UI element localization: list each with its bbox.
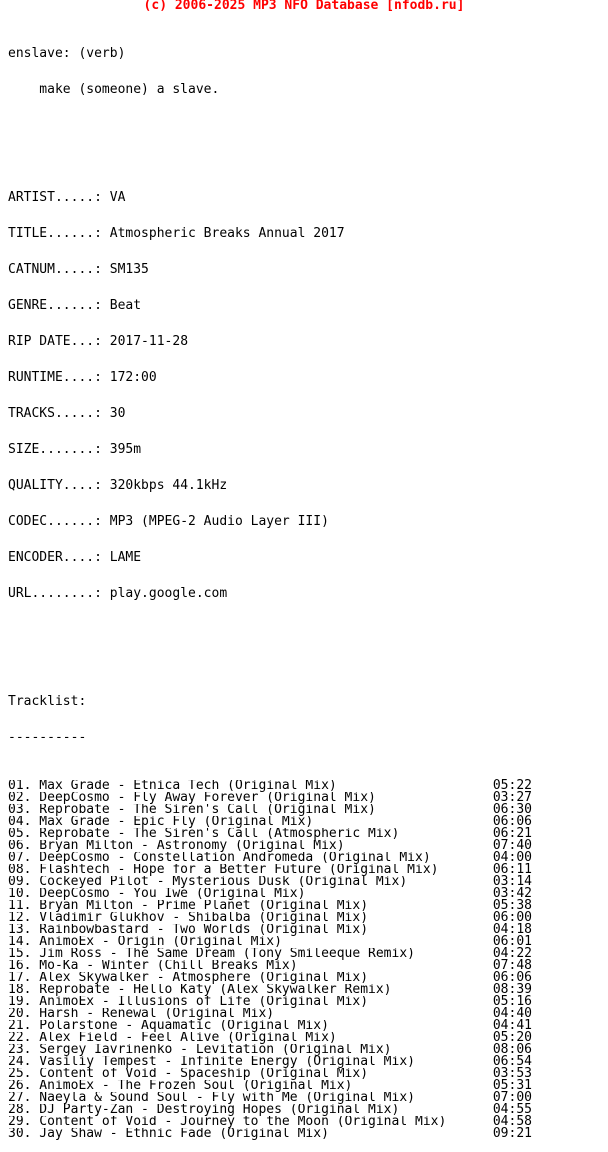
track-row: [8, 780, 532, 792]
track-duration: 07:40: [492, 838, 532, 853]
field-size: [8, 444, 608, 456]
track-row: [8, 948, 532, 960]
field-rip-date: [8, 336, 608, 348]
track-title: 03. Reprobate - The Siren's Call (Original Mix): [8, 804, 376, 816]
field-value: 172:00: [109, 370, 157, 385]
field-label: CODEC......:: [8, 514, 110, 529]
track-title: 27. Naeyla & Sound Soul - Fly with Me (Original Mix): [8, 1092, 415, 1104]
field-quality: [8, 480, 608, 492]
field-tracks: [8, 408, 608, 420]
track-row: [8, 984, 532, 996]
track-title: 17. Alex Skywalker - Atmosphere (Original Mix): [8, 972, 369, 984]
track-duration: 08:06: [492, 1042, 532, 1057]
track-title: 29. Content of Void - Journey to the Moon (Original Mix): [8, 1116, 447, 1128]
track-duration: 07:48: [492, 958, 532, 973]
track-row: [8, 1032, 532, 1044]
field-value: MP3 (MPEG-2 Audio Layer III): [109, 514, 329, 529]
track-row: [8, 852, 532, 864]
track-duration: 05:22: [492, 778, 532, 793]
track-row: [8, 864, 532, 876]
track-duration: 06:01: [492, 934, 532, 949]
track-duration: 06:00: [492, 910, 532, 925]
track-title: 28. DJ Party-Zan - Destroying Hopes (Original Mix): [8, 1104, 400, 1116]
track-title: 25. Content of Void - Spaceship (Original Mix): [8, 1068, 369, 1080]
field-label: URL........:: [8, 586, 110, 601]
tracklist: [8, 780, 608, 1140]
intro-line-1: enslave: (verb): [8, 46, 126, 61]
track-title: 10. DeepCosmo - You Iwe (Original Mix): [8, 888, 306, 900]
track-title: 06. Bryan Milton - Astronomy (Original Mix): [8, 840, 345, 852]
field-title: [8, 228, 608, 240]
track-title: 16. Mo-Ka - Winter (Chill Breaks Mix): [8, 960, 298, 972]
track-duration: 03:42: [492, 886, 532, 901]
field-value: Atmospheric Breaks Annual 2017: [109, 226, 345, 241]
track-row: [8, 816, 532, 828]
field-value: 395m: [109, 442, 142, 457]
field-label: SIZE.......:: [8, 442, 110, 457]
track-row: [8, 840, 532, 852]
track-row: [8, 960, 532, 972]
track-duration: 05:16: [492, 994, 532, 1009]
track-duration: 06:06: [492, 970, 532, 985]
release-info: [8, 168, 608, 624]
site-header-title: (c) 2006-2025 MP3 NFO Database [nfodb.ru]: [143, 0, 465, 13]
field-label: QUALITY....:: [8, 478, 110, 493]
track-duration: 04:58: [492, 1114, 532, 1129]
field-label: ARTIST.....:: [8, 190, 110, 205]
track-row: [8, 936, 532, 948]
track-duration: 06:30: [492, 802, 532, 817]
track-duration: 06:54: [492, 1054, 532, 1069]
track-row: [8, 924, 532, 936]
track-duration: 06:21: [492, 826, 532, 841]
track-duration: 09:21: [492, 1126, 532, 1141]
track-title: 26. AnimoEx - The Frozen Soul (Original Mix): [8, 1080, 353, 1092]
field-label: TRACKS.....:: [8, 406, 110, 421]
track-duration: 05:20: [492, 1030, 532, 1045]
track-row: [8, 1068, 532, 1080]
track-title: 14. AnimoEx - Origin (Original Mix): [8, 936, 282, 948]
track-title: 15. Jim Ross - The Same Dream (Tony Smileeque Remix): [8, 948, 415, 960]
track-duration: 06:11: [492, 862, 532, 877]
nfo-document: [8, 24, 608, 1152]
track-row: [8, 1092, 532, 1104]
track-title: 08. Flashtech - Hope for a Better Future (Original Mix): [8, 864, 439, 876]
track-duration: 07:00: [492, 1090, 532, 1105]
track-row: [8, 1044, 532, 1056]
field-artist: [8, 192, 608, 204]
track-duration: 04:55: [492, 1102, 532, 1117]
track-duration: 04:22: [492, 946, 532, 961]
track-row: [8, 888, 532, 900]
track-title: 02. DeepCosmo - Fly Away Forever (Original Mix): [8, 792, 376, 804]
track-duration: 03:27: [492, 790, 532, 805]
field-encoder: [8, 552, 608, 564]
track-title: 24. Vasiliy Tempest - Infinite Energy (Original Mix): [8, 1056, 415, 1068]
spacer: [8, 660, 608, 672]
track-row: [8, 1020, 532, 1032]
track-title: 30. Jay Shaw - Ethnic Fade (Original Mix): [8, 1128, 329, 1140]
field-label: GENRE......:: [8, 298, 110, 313]
track-row: [8, 828, 532, 840]
track-duration: 04:18: [492, 922, 532, 937]
track-title: 09. Cockeyed Pilot - Mysterious Dusk (Original Mix): [8, 876, 408, 888]
track-title: 04. Max Grade - Epic Fly (Original Mix): [8, 816, 314, 828]
track-row: [8, 1056, 532, 1068]
track-title: 21. Polarstone - Aquamatic (Original Mix): [8, 1020, 329, 1032]
field-label: TITLE......:: [8, 226, 110, 241]
field-value: 320kbps 44.1kHz: [109, 478, 228, 493]
track-title: 13. Rainbowbastard - Two Worlds (Original Mix): [8, 924, 369, 936]
track-row: [8, 876, 532, 888]
field-value: SM135: [109, 262, 149, 277]
track-duration: 04:40: [492, 1006, 532, 1021]
track-duration: 04:41: [492, 1018, 532, 1033]
field-catnum: [8, 264, 608, 276]
field-label: RIP DATE...:: [8, 334, 110, 349]
track-duration: 05:31: [492, 1078, 532, 1093]
field-url: [8, 588, 608, 600]
field-value: 2017-11-28: [109, 334, 189, 349]
field-value: LAME: [109, 550, 142, 565]
field-label: RUNTIME....:: [8, 370, 110, 385]
track-title: 22. Alex Field - Feel Alive (Original Mix): [8, 1032, 337, 1044]
track-duration: 05:38: [492, 898, 532, 913]
track-title: 18. Reprobate - Hello Katy (Alex Skywalker Remix): [8, 984, 392, 996]
track-duration: 08:39: [492, 982, 532, 997]
track-title: 11. Bryan Milton - Prime Planet (Original Mix): [8, 900, 369, 912]
field-value: 30: [109, 406, 126, 421]
track-duration: 03:53: [492, 1066, 532, 1081]
field-genre: [8, 300, 608, 312]
track-row: [8, 1008, 532, 1020]
track-title: 07. DeepCosmo - Constellation Andromeda (Original Mix): [8, 852, 431, 864]
track-title: 20. Harsh - Renewal (Original Mix): [8, 1008, 275, 1020]
tracklist-rule: ----------: [8, 730, 87, 745]
track-duration: 06:06: [492, 814, 532, 829]
tracklist-heading: Tracklist:: [8, 694, 87, 709]
track-row: [8, 912, 532, 924]
field-label: ENCODER....:: [8, 550, 110, 565]
track-row: [8, 1116, 532, 1128]
intro-line-2: make (someone) a slave.: [8, 82, 220, 97]
track-title: 19. AnimoEx - Illusions of Life (Original Mix): [8, 996, 369, 1008]
track-row: [8, 972, 532, 984]
track-title: 23. Sergey Iavrinenko - Levitation (Original Mix): [8, 1044, 392, 1056]
field-label: CATNUM.....:: [8, 262, 110, 277]
track-title: 01. Max Grade - Etnica Tech (Original Mix): [8, 780, 337, 792]
track-row: [8, 1128, 532, 1140]
track-duration: 04:00: [492, 850, 532, 865]
track-title: 05. Reprobate - The Siren's Call (Atmospheric Mix): [8, 828, 400, 840]
track-title: 12. Vladimir Glukhov - Shibalba (Original Mix): [8, 912, 369, 924]
field-value: Beat: [109, 298, 142, 313]
field-value: VA: [109, 190, 126, 205]
field-codec: [8, 516, 608, 528]
field-runtime: [8, 372, 608, 384]
track-row: [8, 804, 532, 816]
track-row: [8, 996, 532, 1008]
track-row: [8, 1080, 532, 1092]
track-row: [8, 900, 532, 912]
track-duration: 03:14: [492, 874, 532, 889]
track-row: [8, 792, 532, 804]
spacer: [8, 120, 608, 132]
field-value: play.google.com: [109, 586, 228, 601]
track-row: [8, 1104, 532, 1116]
